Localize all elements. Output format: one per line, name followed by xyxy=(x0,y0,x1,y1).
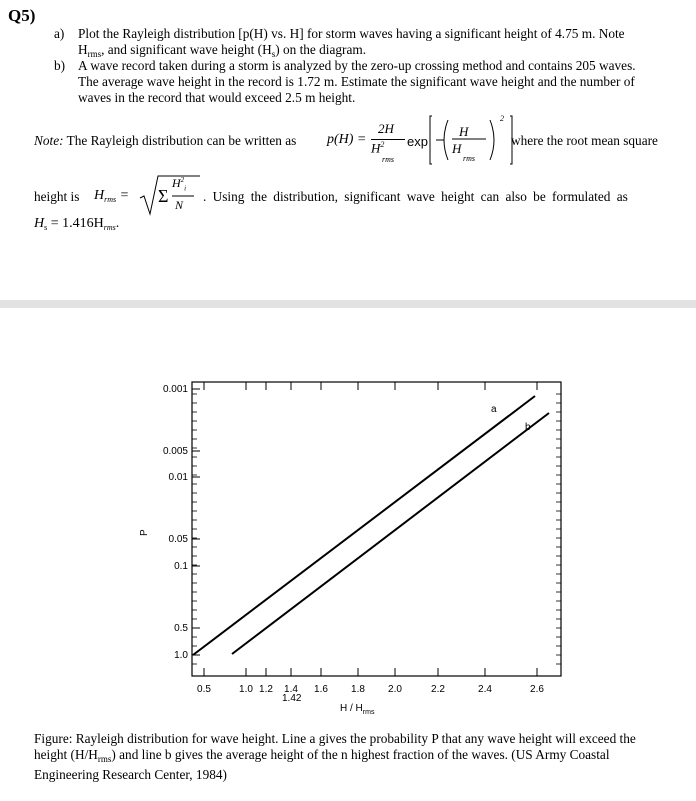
x-tick-label: 0.5 xyxy=(197,684,211,695)
line-b xyxy=(232,413,549,654)
x-extra-label: 1.42 xyxy=(282,693,302,704)
part-a-label: a) xyxy=(54,26,65,41)
part-a-line1: Plot the Rayleigh distribution [p(H) vs. H] for storm waves having a significant height of 4.75 m. Note xyxy=(78,26,625,41)
caption-line3: Engineering Research Center, 1984) xyxy=(34,767,227,782)
caption-line1: Figure: Rayleigh distribution for wave height. Line a gives the probability P that any wave height will exceed the xyxy=(34,731,636,746)
part-a-line2: $H_{rms}$, and significant wave height $(H_s)$ on the diagram. xyxy=(78,42,367,59)
hs-formula: $H_s = 1.416H_{rms}$. xyxy=(34,216,120,232)
x-tick-label: 1.2 xyxy=(259,684,273,695)
formula-numerator: 2H xyxy=(378,121,394,136)
y-tick-label: 0.05 xyxy=(168,534,188,545)
y-axis-label: P xyxy=(139,529,150,536)
line-b-label: b xyxy=(525,422,531,433)
x-axis-label: H / $H_{rms}$ xyxy=(340,703,375,716)
rms-sum: Σ xyxy=(158,186,169,206)
part-b-line3: waves in the record that would exceed 2.5 m height. xyxy=(78,90,356,105)
x-tick-label: 2.2 xyxy=(431,684,445,695)
y-axis-ticks xyxy=(163,384,200,661)
figure-caption xyxy=(34,731,674,783)
x-tick-label: 2.6 xyxy=(530,684,544,695)
formula-inner-numerator: H xyxy=(459,124,469,139)
rms-lhs: $H_{rms}$ = xyxy=(94,188,130,204)
y-tick-label: 0.005 xyxy=(162,446,188,457)
y-tick-label: 0.5 xyxy=(174,623,188,634)
x-tick-label: 1.8 xyxy=(351,684,365,695)
formula-inner-denominator: H xyxy=(452,141,462,156)
x-tick-label: 1.0 xyxy=(239,684,253,695)
y-tick-label: 0.1 xyxy=(174,561,188,572)
note-text-2: where the root mean square xyxy=(511,133,658,148)
note-text-3: height is xyxy=(34,189,80,204)
formula-denominator: $H^2$ xyxy=(371,140,385,156)
x-tick-label: 2.4 xyxy=(478,684,492,695)
y-tick-label: 1.0 xyxy=(174,650,188,661)
line-a-label: a xyxy=(491,404,497,415)
rms-numerator: $H^2_i$ xyxy=(172,176,187,193)
formula-inner-sup: 2 xyxy=(500,114,504,123)
formula-lhs: p(H) = xyxy=(327,132,367,147)
note-text: Note: The Rayleigh distribution can be written as xyxy=(34,133,297,148)
x-tick-label: 2.0 xyxy=(388,684,402,695)
x-tick-label: 1.6 xyxy=(314,684,328,695)
minor-ticks xyxy=(192,394,561,664)
formula-exp: exp xyxy=(407,134,428,149)
plot-frame xyxy=(192,382,561,676)
y-tick-label: 0.001 xyxy=(162,384,188,395)
y-tick-label: 0.01 xyxy=(168,472,188,483)
formula-denominator-sub: rms xyxy=(382,155,395,164)
part-b-line1: A wave record taken during a storm is analyzed by the zero-up crossing method and contains 205 waves. xyxy=(78,58,636,73)
line-a xyxy=(193,396,535,655)
part-b-label: b) xyxy=(54,58,66,73)
x-tick-label: 1.4 xyxy=(284,684,298,695)
question-number: Q5) xyxy=(8,6,36,25)
rms-denominator: N xyxy=(175,198,184,212)
note-text-4: . Using the distribution, significant wave height can also be formulated as xyxy=(203,189,628,204)
part-b-line2: The average wave height in the record is 1.72 m. Estimate the significant wave height and the number of xyxy=(78,74,635,89)
formula-inner-sub: rms xyxy=(463,154,476,163)
caption-line2: height $(H/H_{rms})$ and line b gives the average height of the n highest fraction of the waves. (US Army Coastal xyxy=(34,747,610,764)
